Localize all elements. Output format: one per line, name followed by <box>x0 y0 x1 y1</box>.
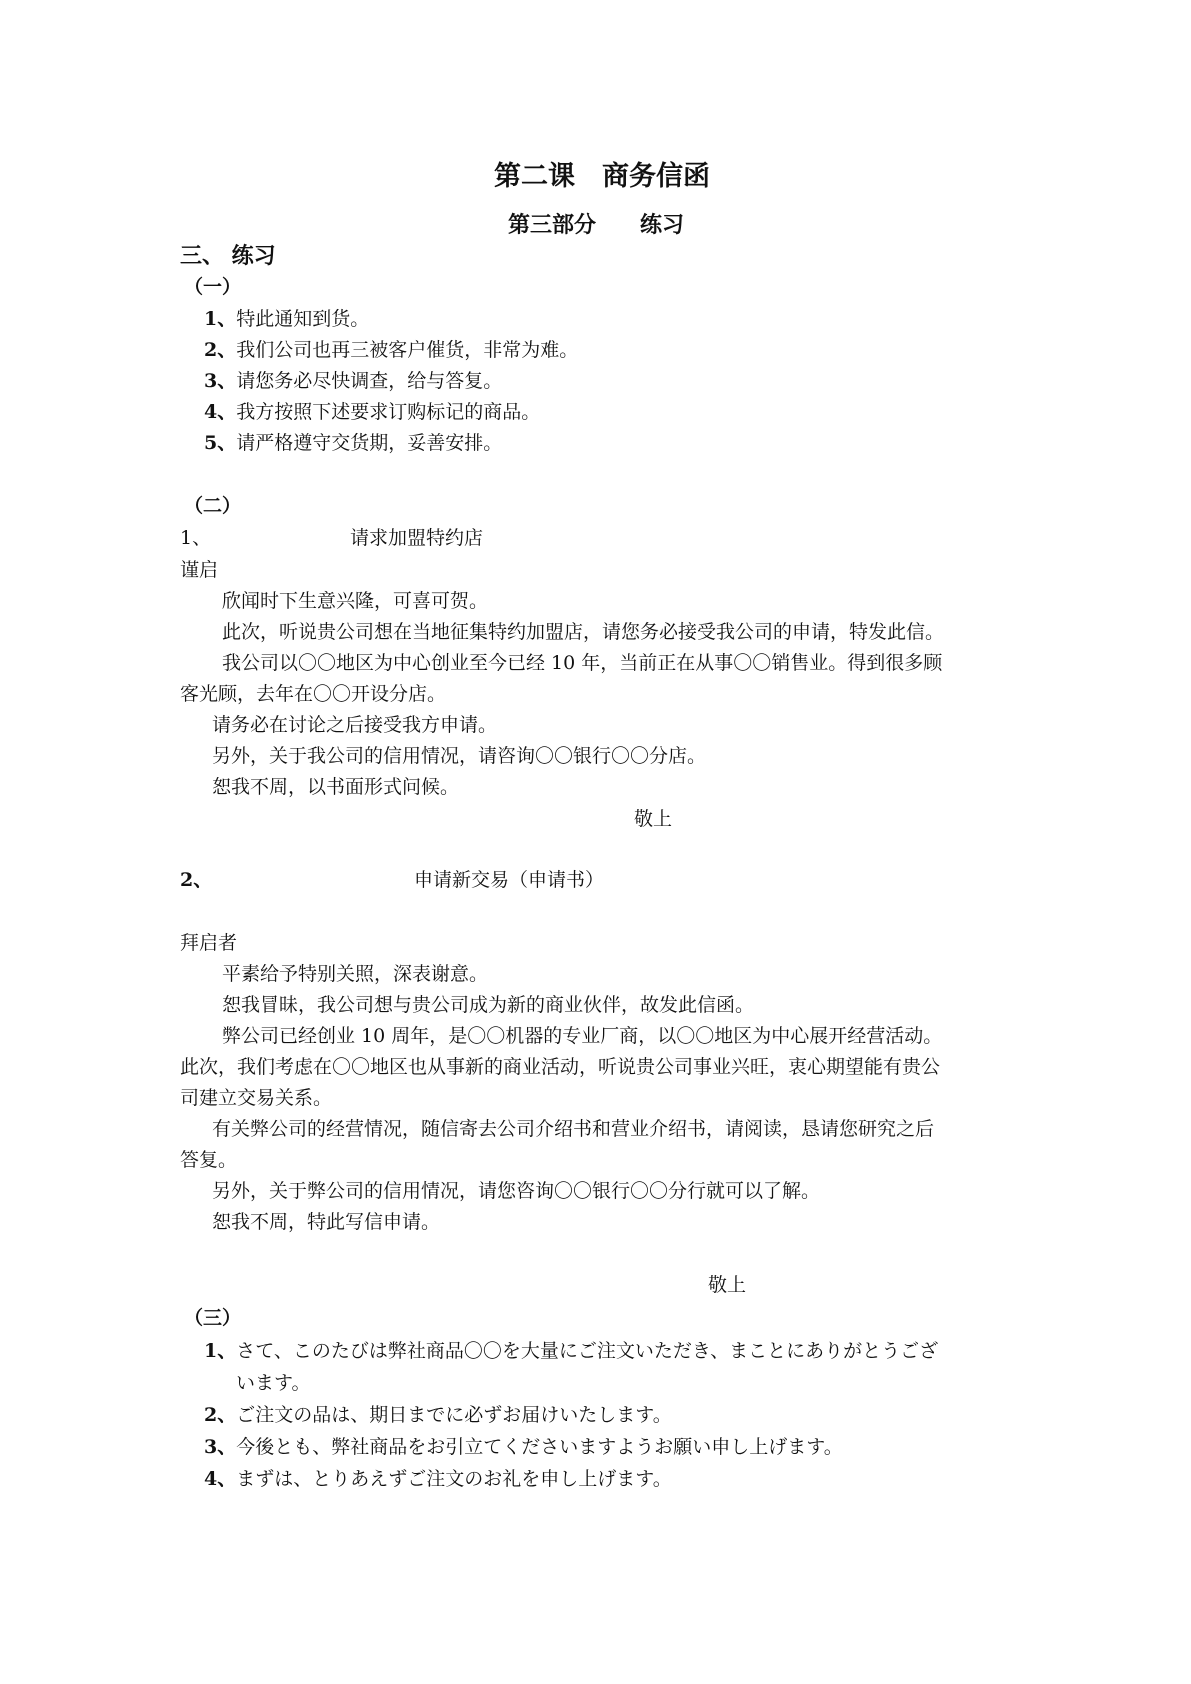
list-item <box>204 1339 938 1363</box>
item-text: 请严格遵守交货期，妥善安排。 <box>236 432 503 454</box>
list-item <box>204 1435 843 1459</box>
item-number: 4、 <box>204 1468 237 1490</box>
letter1-salutation: 谨启 <box>180 559 219 581</box>
list-item <box>204 1467 672 1491</box>
item-number: 2、 <box>204 1404 237 1426</box>
part3-label: （三） <box>184 1307 242 1329</box>
page-subtitle: 第三部分 练习 <box>508 212 685 238</box>
letter2-line: 弊公司已经创业 10 周年，是〇〇机器的专业厂商，以〇〇地区为中心展开经营活动。 <box>222 1025 943 1047</box>
item-number: 4、 <box>204 401 237 423</box>
letter1-number: 1、 <box>180 527 212 549</box>
letter2-line: 平素给予特别关照，深表谢意。 <box>222 963 489 985</box>
letter2-title: 申请新交易（申请书） <box>414 869 605 891</box>
letter1-line: 客光顾，去年在〇〇开设分店。 <box>180 683 447 705</box>
page-title: 第二课 商务信函 <box>494 161 710 192</box>
list-item <box>204 369 502 393</box>
item-number: 1、 <box>204 1340 237 1362</box>
list-item-continuation: います。 <box>236 1372 311 1394</box>
item-number: 2、 <box>204 339 237 361</box>
item-number: 3、 <box>204 1436 237 1458</box>
letter1-line: 恕我不周，以书面形式问候。 <box>212 776 460 798</box>
list-item <box>204 338 578 362</box>
letter1-title: 请求加盟特约店 <box>350 527 484 549</box>
list-item <box>204 431 502 455</box>
letter2-line: 司建立交易关系。 <box>180 1087 333 1109</box>
letter2-line: 另外，关于弊公司的信用情况，请您咨询〇〇银行〇〇分行就可以了解。 <box>212 1180 821 1202</box>
letter2-line: 此次，我们考虑在〇〇地区也从事新的商业活动，听说贵公司事业兴旺，衷心期望能有贵公 <box>180 1056 941 1078</box>
item-text: ご注文の品は、期日までに必ずお届けいたします。 <box>236 1404 672 1426</box>
item-text: 我们公司也再三被客户催货，非常为难。 <box>236 339 579 361</box>
list-item <box>204 307 369 331</box>
item-text: 特此通知到货。 <box>236 308 370 330</box>
letter1-line: 此次，听说贵公司想在当地征集特约加盟店，请您务必接受我公司的申请，特发此信。 <box>222 621 945 643</box>
list-item <box>204 400 540 424</box>
letter2-salutation: 拜启者 <box>180 932 238 954</box>
letter2-line: 答复。 <box>180 1149 238 1171</box>
letter2-line: 有关弊公司的经营情况，随信寄去公司介绍书和营业介绍书，请阅读，恳请您研究之后 <box>212 1118 935 1140</box>
item-number: 1、 <box>204 308 237 330</box>
letter1-line: 另外，关于我公司的信用情况，请咨询〇〇银行〇〇分店。 <box>212 745 707 767</box>
letter1-line: 欣闻时下生意兴隆，可喜可贺。 <box>222 590 489 612</box>
letter1-closing: 敬上 <box>634 808 673 830</box>
item-text: 我方按照下述要求订购标记的商品。 <box>236 401 541 423</box>
item-text: 请您务必尽快调查，给与答复。 <box>236 370 503 392</box>
item-text: まずは、とりあえずご注文のお礼を申し上げます。 <box>236 1468 672 1490</box>
item-number: 5、 <box>204 432 237 454</box>
letter2-line: 恕我冒昧，我公司想与贵公司成为新的商业伙伴，故发此信函。 <box>222 994 755 1016</box>
letter2-line: 恕我不周，特此写信申请。 <box>212 1211 441 1233</box>
letter2-closing: 敬上 <box>708 1274 747 1296</box>
item-text: さて、このたびは弊社商品〇〇を大量にご注文いただき、まことにありがとうござ <box>236 1340 939 1362</box>
section-heading: 三、 练习 <box>180 243 276 269</box>
item-text: 今後とも、弊社商品をお引立てくださいますようお願い申し上げます。 <box>236 1436 843 1458</box>
list-item <box>204 1403 672 1427</box>
part1-label: （一） <box>184 276 242 298</box>
letter2-number: 2、 <box>180 869 213 891</box>
letter1-line: 请务必在讨论之后接受我方申请。 <box>212 714 498 736</box>
part2-label: （二） <box>184 495 242 517</box>
item-number: 3、 <box>204 370 237 392</box>
letter1-line: 我公司以〇〇地区为中心创业至今已经 10 年，当前正在从事〇〇销售业。得到很多顾 <box>222 652 943 674</box>
